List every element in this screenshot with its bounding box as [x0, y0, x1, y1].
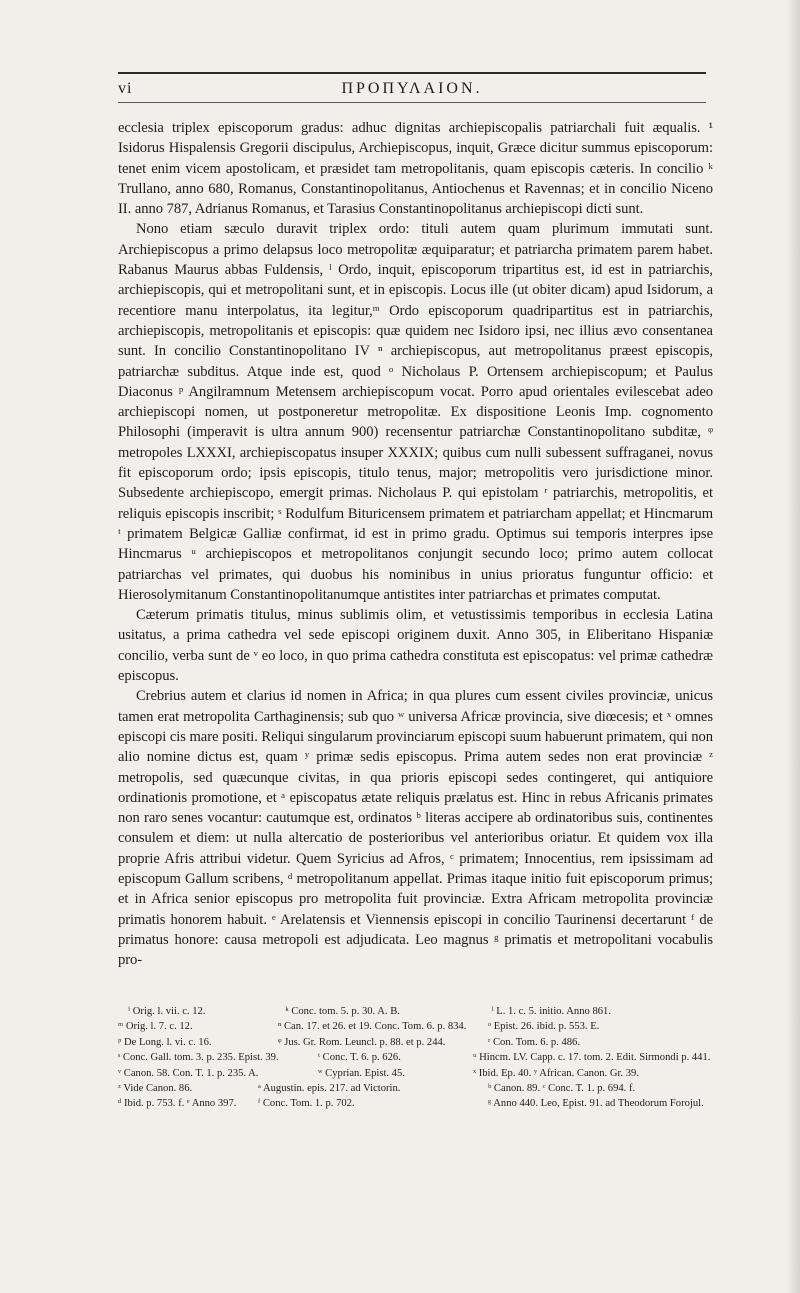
footnote: ᵃ Augustin. epis. 217. ad Victorin.: [258, 1083, 401, 1095]
footnote-row: [118, 1066, 718, 1081]
footnote-row: [118, 1019, 718, 1034]
running-title: ΠΡΟΠΥΛΑΙΟΝ.: [341, 80, 483, 97]
footnote: ᵍ Anno 440. Leo, Epist. 91. ad Theodorum Forojul.: [488, 1098, 704, 1110]
footnotes: [118, 1004, 718, 1112]
footnote: ᵠ Jus. Gr. Rom. Leuncl. p. 88. et p. 244.: [278, 1036, 446, 1048]
footnote: ᵛ Canon. 58. Con. T. 1. p. 235. A.: [118, 1067, 259, 1079]
footnote: ˣ Ibid. Ep. 40. ʸ African. Canon. Gr. 39.: [473, 1067, 639, 1079]
paragraph: Cæterum primatis titulus, minus sublimis olim, et vetustissimis temporibus in ecclesia Latina usitatus, a prima cathedra vel sede episcopi originem duxit. Anno 305, in Eliberitano Hispaniæ concilio, verba sunt de ᵛ eo loco, in quo prima cathedra constituta est episcopatus: vel primæ cathedræ episcopus.: [118, 607, 713, 685]
footnote-row: [118, 1096, 718, 1111]
footnote: ʷ Cyprian. Epist. 45.: [318, 1067, 405, 1079]
footnote: ᵐ Orig. l. 7. c. 12.: [118, 1021, 193, 1033]
footnote: ᵒ Epist. 26. ibid. p. 553. E.: [488, 1021, 600, 1033]
paragraph: Crebrius autem et clarius id nomen in Africa; in qua plures cum essent civiles provinciæ, unicus tamen erat metropolita Carthaginensis; sub quo ʷ universa Africæ provincia, sive diœcesis; et ˣ omnes episcopi cis mare positi. Reliqui singularum provinciarum episcopi suum habuerunt primatem, qui non alio nomine dictus est, quam ʸ primæ sedis episcopus. Prima autem sedes non erat provinciæ ᶻ metropolis, sed quæcunque civitas, in qua prioris episcopi sedes contingeret, qui antiquiore ordinationis promotione, et ᵃ episcopatus ætate reliquis prælatus est. Hinc in rebus Africanis primates non raro senes vocantur: cautumque est, ordinatos ᵇ literas accipere ab ordinatoribus suis, continentes consulem et diem: ut nulla altercatio de posterioribus vel anterioribus oriatur. Et quidem vox illa proprie Afris attribui videtur. Quem Syricius ad Afros, ᶜ primatem; Innocentius, rem ipsissimam ad episcopum Gallum scribens, ᵈ metropolitanum appellat. Primas itaque initio fuit episcoporum primus; et in Africa senior episcopus pro metropolita fuit provinciæ. Extra Africam metropolita provinciæ primatis honorem habuit. ᵉ Arelatensis et Viennensis episcopi in concilio Taurinensi decertarunt ᶠ de primatus honore: causa metropoli est adjudicata. Leo magnus ᵍ primatis et metropolitani vocabulis pro-: [118, 688, 713, 969]
footnote: ᵈ Ibid. p. 753. f. ᵉ Anno 397.: [118, 1098, 237, 1110]
footnote: ᵖ De Long. l. vi. c. 16.: [118, 1036, 212, 1048]
footnote: ˡ L. 1. c. 5. initio. Anno 861.: [491, 1006, 611, 1017]
footnote: ᵏ Conc. tom. 5. p. 30. A. B.: [285, 1006, 400, 1017]
footnote-row: [118, 1035, 718, 1050]
footnote-row: [118, 1004, 718, 1019]
footnote-row: [118, 1081, 718, 1096]
paragraph: ecclesia triplex episcoporum gradus: adhuc dignitas archiepiscopalis patriarchali fuit æqualis. ¹ Isidorus Hispalensis Gregorii discipulus, Archiepiscopus, inquit, Græce dicitur summus episcoporum: tenet enim vicem apostolicam, et præsidet tam metropolitanis, quam episcopis cæteris. In concilio ᵏ Trullano, anno 680, Romanus, Constantinopolitanus, Antiochenus et Ravennas; et in concilio Niceno II. anno 787, Adrianus Romanus, et Tarasius Constantinopolitanus archiepiscopi dicti sunt.: [118, 120, 713, 218]
footnote: ᵘ Hincm. LV. Capp. c. 17. tom. 2. Edit. Sirmondi p. 441.: [473, 1052, 711, 1064]
page-number: vi: [118, 80, 133, 97]
footnote-row: [118, 1050, 718, 1065]
paragraph: Nono etiam sæculo duravit triplex ordo: tituli autem quam plurimum immutati sunt. Archiepiscopus a primo delapsus loco metropolitæ æquiparatur; et patriarcha primatem parem habet. Rabanus Maurus abbas Fuldensis, ˡ Ordo, inquit, episcoporum tripartitus est, id est in patriarchis, archiepiscopis, qui et metropolitani sunt, et in episcopis. Locus ille (ut obiter dicam) apud Isidorum, a recentiore manu interpolatus, ita legitur,ᵐ Ordo episcoporum quadripartitus est in patriarchis, archiepiscopis, metropolitanis et episcopis: quæ quidem nec Isidoro ipsi, nec illius ævo consentanea sunt. In concilio Constantinopolitano IV ⁿ archiepiscopus, aut metropolitanus præest episcopis, patriarchæ subditus. Atque inde est, quod ᵒ Nicholaus P. Ortensem archiepiscopum; et Paulus Diaconus ᵖ Angilramnum Metensem archiepiscopum vocat. Porro apud orientales evilescebat adeo archiepiscopi nomen, ut postponeretur metropolitæ. Ex dispositione Leonis Imp. cognomento Philosophi (imperavit is ultra annum 900) recensentur patriarchæ Constantinopolitano subditæ, ᵠ metropoles LXXXI, archiepiscopatus insuper XXXIX; quibus cum nulli subessent suffraganei, novus fit episcoporum ordo; ipsis episcopis, titulo tenus, major; metropolitis vero jurisdictione minor. Subsedente archiepiscopo, emergit primas. Nicholaus P. qui epistolam ʳ patriarchis, metropolitis, et reliquis episcopis inscribit; ˢ Rodulfum Bituricensem primatem et patriarcham appellat; et Hincmarum ᵗ primatem Belgicæ Galliæ confirmat, id est in primo gradu. Optimus sui temporis interpres ipse Hincmarus ᵘ archiepiscopos et metropolitanos conjungit secundo loco; primo autem collocat patriarchas vel primates, qui duobus his nominibus in unius prioratus funguntur officio: et Hierosolymitanum Constantinopolitanumque antistites inter patriarchas et primates computat.: [118, 221, 713, 603]
footnote: ˢ Conc. Gall. tom. 3. p. 235. Epist. 39.: [118, 1052, 279, 1064]
footnote: ⁱ Orig. l. vii. c. 12.: [128, 1006, 206, 1017]
footnote: ᶠ Conc. Tom. 1. p. 702.: [258, 1098, 355, 1110]
top-rule: [118, 72, 706, 74]
footnote: ᵗ Conc. T. 6. p. 626.: [318, 1052, 401, 1064]
header-rule: [118, 102, 706, 103]
footnote: ᵇ Canon. 89. ᶜ Conc. T. 1. p. 694. f.: [488, 1083, 636, 1095]
page-edge-shadow: [786, 0, 800, 1293]
body-text: [118, 118, 713, 970]
footnote: ⁿ Can. 17. et 26. et 19. Conc. Tom. 6. p. 834.: [278, 1021, 467, 1033]
footnote: ᶻ Vide Canon. 86.: [118, 1083, 193, 1095]
footnote: ʳ Con. Tom. 6. p. 486.: [488, 1036, 581, 1048]
